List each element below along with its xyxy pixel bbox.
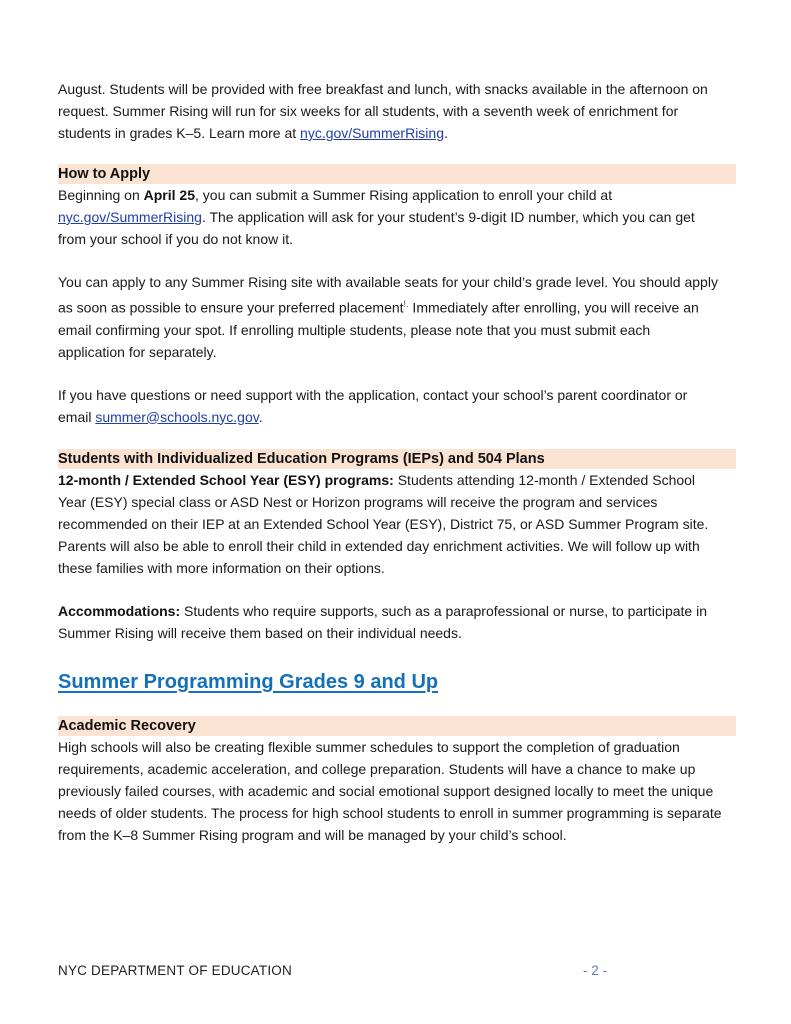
text: as soon as possible to ensure your preferred placement [58,299,404,316]
apply-line [58,319,736,341]
email-link[interactable]: summer@schools.nyc.gov [95,408,259,425]
recovery-line [58,736,736,758]
text: Year (ESY) special class or ASD Nest or Horizon programs will receive the program and services [58,493,658,510]
page-number: - 2 - [583,963,608,978]
esy-line [58,557,736,579]
text: Immediately after enrolling, you will receive an [408,299,699,316]
esy-line [58,469,736,491]
acc-line [58,600,736,622]
text: Students attending 12-month / Extended School [393,471,696,488]
text: Parents will also be able to enroll their child in extended day enrichment activities. We will follow up with [58,537,700,554]
page-footer [58,963,736,983]
summer-rising-link[interactable]: nyc.gov/SummerRising [300,125,444,141]
recovery-line [58,802,736,824]
text: recommended on their IEP at an Extended School Year (ESY), District 75, or ASD Summer Program site. [58,515,709,532]
text: You can apply to any Summer Rising site with available seats for your child’s grade level. You should apply [58,274,718,290]
apply-line [58,406,736,428]
text: students in grades K–5. Learn more at [58,125,301,141]
grades-9-heading-link[interactable]: Summer Programming Grades 9 and Up [58,670,439,693]
text: August. Students will be provided with free breakfast and lunch, with snacks available in the afternoon on [58,81,708,97]
text: Beginning on [58,187,144,203]
apply-line [58,341,736,363]
acc-line [58,622,736,644]
accommodations-paragraph [58,600,736,644]
esy-paragraph [58,469,736,579]
date-bold: April 25 [143,187,195,203]
esy-line [58,535,736,557]
apply-line [58,228,736,250]
academic-recovery-paragraph [58,736,736,846]
apply-line [58,184,736,206]
apply-line [58,206,736,228]
footnote-mark[interactable]: !. [403,299,409,309]
text: application for separately. [58,343,217,360]
esy-line [58,491,736,513]
text: requirements, academic acceleration, and college preparation. Students will have a chance to make up [58,760,696,777]
text: needs of older students. The process for high school students to enroll in summer programming is separate [58,804,722,821]
text: High schools will also be creating flexible summer schedules to support the completion of graduation [58,738,680,755]
recovery-line [58,824,736,846]
esy-line [58,513,736,535]
section-heading-iep: Students with Individualized Education Programs (IEPs) and 504 Plans [58,449,736,469]
text: . [443,125,448,141]
intro-line [58,100,736,122]
text: from the K–8 Summer Rising program and will be managed by your child’s school. [58,826,567,843]
text: email confirming your spot. If enrolling multiple students, please note that you must submit each [58,321,651,338]
text: previously failed courses, with academic and social emotional support designed locally to meet the unique [58,782,714,799]
text: If you have questions or need support with the application, contact your school’s parent coordinator or [58,386,688,403]
apply-line [58,293,736,319]
apply-paragraph-2 [58,271,736,363]
intro-line [58,78,736,100]
text: these families with more information on their options. [58,559,385,576]
summer-rising-link[interactable]: nyc.gov/SummerRising [58,209,202,225]
apply-paragraph-3 [58,384,736,428]
recovery-line [58,758,736,780]
recovery-line [58,780,736,802]
accommodations-label: Accommodations: [58,602,181,619]
section-heading-academic-recovery: Academic Recovery [58,716,736,736]
intro-paragraph [58,78,736,144]
esy-label: 12-month / Extended School Year (ESY) programs: [58,471,394,488]
footer-organization: NYC DEPARTMENT OF EDUCATION [58,963,292,978]
text: . The application will ask for your student’s 9-digit ID number, which you can get [201,209,695,225]
intro-line [58,122,736,144]
text: email [58,408,96,425]
document-body [58,78,736,846]
apply-paragraph-1 [58,184,736,250]
text: , you can submit a Summer Rising application to enroll your child at [195,187,613,203]
apply-line [58,384,736,406]
text: request. Summer Rising will run for six weeks for all students, with a seventh week of enrichment for [58,103,679,119]
section-heading-how-to-apply: How to Apply [58,164,736,184]
text: Students who require supports, such as a paraprofessional or nurse, to participate in [180,602,707,619]
text: . [258,408,263,425]
text: Summer Rising will receive them based on their individual needs. [58,624,462,641]
text: from your school if you do not know it. [58,231,293,247]
apply-line [58,271,736,293]
